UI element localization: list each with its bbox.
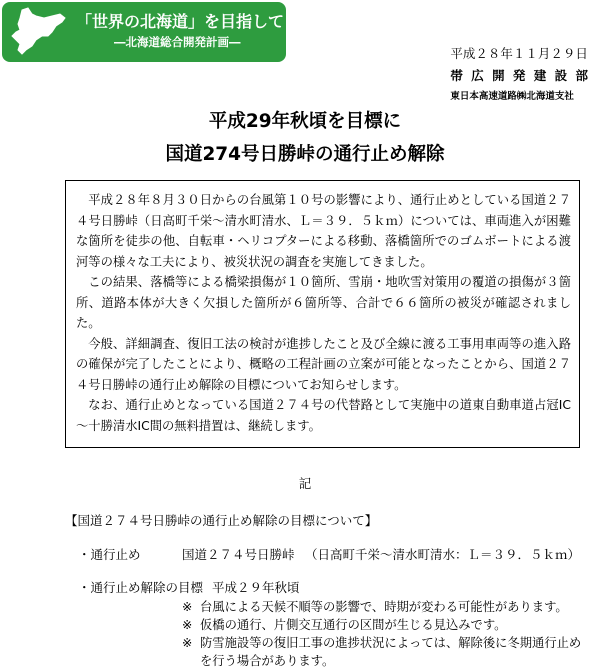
note-text: 防雪施設等の復旧工事の進捗状況によっては、解除後に冬期通行止め: [200, 636, 582, 650]
ki-heading: 記: [298, 476, 312, 491]
closure-route: 国道２７４号日勝峠: [182, 547, 295, 562]
summary-paragraph-1: 平成２８年８月３０日からの台風第１０号の影響により、通行止めとしている国道２７４号日勝峠（日高町千栄～清水町清水、Ｌ＝３９．５ｋｍ）については、車両進入が困難な箇所を徒歩の他、自転車・ヘリコプターによる移動、落橋箇所でのゴムボートによる渡河等の様々な工夫により、被災状況の調査を実施してきました。: [76, 193, 571, 269]
issuer-block: [450, 44, 590, 102]
note-text: を行う場合があります。: [200, 654, 335, 668]
closure-span: （日高町千栄～清水町清水：Ｌ＝３９．５ｋｍ）: [305, 547, 581, 562]
target-value: 平成２９年秋頃: [212, 580, 300, 595]
headline-line-1: 平成29年秋頃を目標に: [208, 111, 402, 132]
closure-label: ・通行止め: [78, 547, 141, 562]
summary-paragraph-2: この結果、落橋等による橋梁損傷が１０箇所、雪崩・地吹雪対策用の覆道の損傷が３箇所、道路本体が大きく欠損した箇所が６箇所等、合計で６６箇所の被災が確認されました。: [76, 275, 571, 330]
banner-title: 「世界の北海道」を目指して: [76, 12, 285, 31]
summary-box: [65, 180, 580, 448]
issuer-company: 東日本高速道路㈱北海道支社: [450, 91, 574, 102]
goal-section-heading: 【国道２７４号日勝峠の通行止め解除の目標について】: [65, 513, 378, 528]
note-mark: ※: [182, 618, 193, 632]
note-text: 仮橋の通行、片側交互通行の区間が生じる見込みです。: [200, 618, 507, 632]
hokkaido-plan-banner: [2, 2, 286, 62]
headline-line-2: 国道274号日勝峠の通行止め解除: [165, 144, 445, 165]
note-mark: ※: [182, 600, 193, 614]
note-3: [182, 633, 581, 651]
target-label: ・通行止め解除の目標: [78, 580, 204, 595]
issuer-office: 帯 広 開 発 建 設 部: [450, 68, 590, 83]
hokkaido-map-icon: [8, 6, 68, 58]
summary-paragraph-4: なお、通行止めとなっている国道２７４号の代替路として実施中の道東自動車道占冠IC～十勝清水IC間の無料措置は、継続します。: [76, 398, 571, 433]
note-mark: ※: [182, 636, 193, 650]
note-1: [182, 597, 568, 615]
banner-subtitle: ―北海道総合開発計画―: [114, 35, 241, 49]
note-2: [182, 615, 506, 633]
note-text: 台風による天候不順等の影響で、時期が変わる可能性があります。: [200, 600, 568, 614]
summary-paragraph-3: 今般、詳細調査、復旧工法の検討が進捗したこと及び全線に渡る工事用車両等の進入路の確保が完了したことにより、概略の工程計画の立案が可能となったことから、国道２７４号日勝峠の通行止め解除の目標についてお知らせします。: [76, 336, 571, 392]
note-3-continued: [200, 651, 334, 669]
issue-date: 平成２８年１１月２９日: [450, 46, 588, 61]
